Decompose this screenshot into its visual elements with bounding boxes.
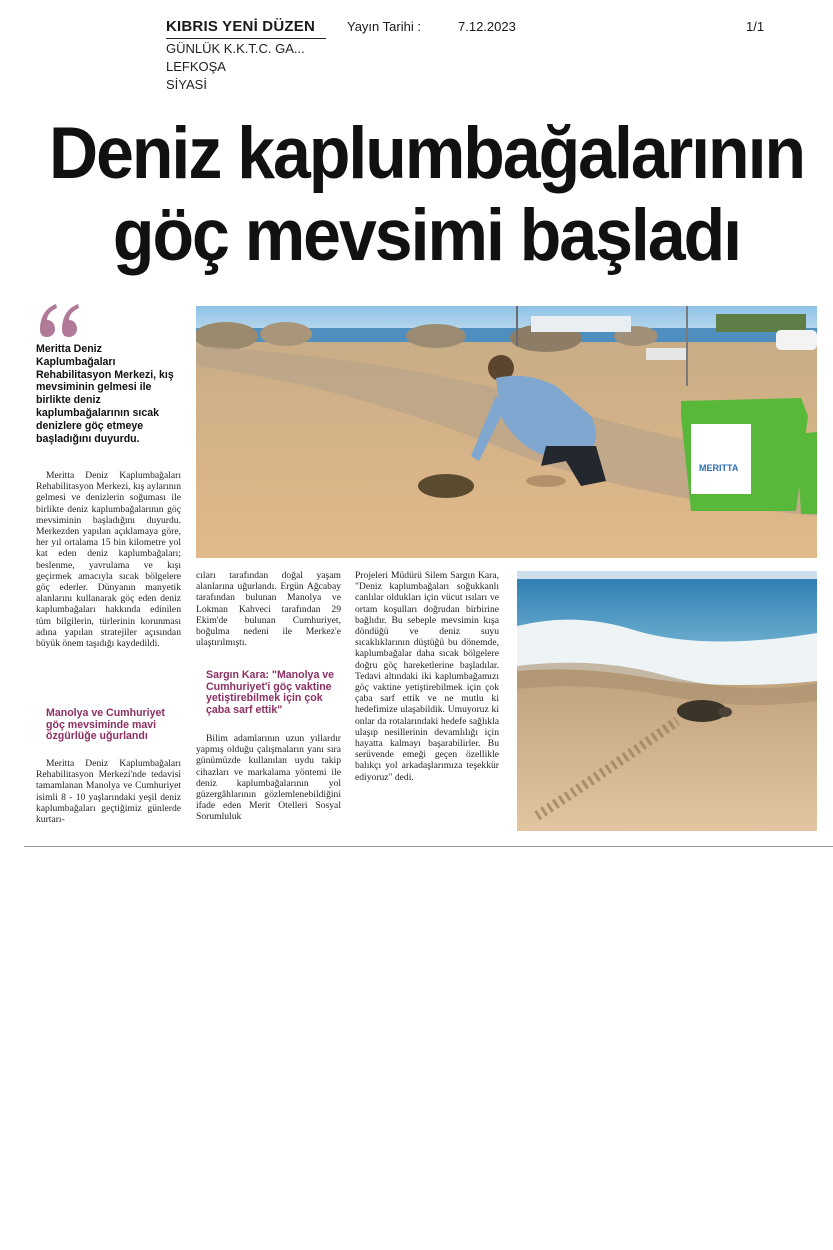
- column-1-paragraph-2: Meritta Deniz Kaplumbağaları Rehabilitasyon Merkezi'nde tedavisi tamamlanan Manolya ve Cumhuriyet isimli 8 - 10 yaşlarındaki yeşil deniz kaplumbağaları geçtiğimiz günlerde kurtarı-: [36, 758, 181, 826]
- man-releasing-turtle-photo-icon: [196, 306, 817, 558]
- column-2-paragraph: cıları tarafından doğal yaşam alanlarına uğurlandı. Ergün Ağcabay tarafından bulunan Manolya ve Lokman Kahveci tarafından 29 Ekim'de bulunan Cumhuriyet, boğulma nedeni ile Merkez'e ulaştırılmıştı.: [196, 570, 341, 649]
- column-2-text: [196, 570, 341, 648]
- publication-meta-line-1: GÜNLÜK K.K.T.C. GA...: [166, 41, 305, 56]
- column-2-text-2: [196, 733, 341, 823]
- article-intro: Meritta Deniz Kaplumbağaları Rehabilitasyon Merkezi, kış mevsiminin gelmesi ile birlikte deniz kaplumbağalarının sıcak denizlere göç etmeye başladığını duyurdu.: [36, 343, 174, 445]
- publication-meta-line-3: SİYASİ: [166, 77, 207, 92]
- publication-meta-line-2: LEFKOŞA: [166, 59, 226, 74]
- column-2-subhead: Sargın Kara: "Manolya ve Cumhuriyet'i göç vaktine yetiştirebilmek için çok çaba sarf ettik": [206, 669, 335, 716]
- page-number: 1/1: [746, 19, 765, 34]
- column-1-paragraph: Meritta Deniz Kaplumbağaları Rehabilitasyon Merkezi, kış aylarının gelmesi ve denizlerin soğuması ile birlikte deniz kaplumbağalarının göç mevsiminin başladığını duyurdu. Merkezden yapılan açıklamaya göre, her yıl ortalama 15 bin kilometre yol kat eden deniz kaplumbağaları; beslenme, yavrulama ve kışı geçirmek amacıyla sıcak bölgelere göç ederler. Dünyanın manyetik alanlarını kullanarak göç eden deniz kaplumbağaları hakkında edinilen tüm bilgilerin, türlerinin korunması adına yapılan stratejiler açısından büyük önem taşıdığı kaydedildi.: [36, 470, 181, 650]
- headline-line-2: göç mevsimi başladı: [112, 194, 741, 277]
- article-headline: [20, 112, 833, 276]
- page-bottom-rule: [24, 846, 833, 847]
- column-3-paragraph: Projeleri Müdürü Silem Sargın Kara, "Deniz kaplumbağaları soğukkanlı canlılar oldukları için vücut ısıları ve ortam koşulları doğrudan birbirine bağlıdır. Bu sebeple mevsimin kışa döndüğü ve deniz suyu sıcaklıklarının düştüğü bu dönemde, kaplumbağalar daha sıcak bölgelere doğru göç hareketlerine başladılar. Tedavi altındaki iki kaplumbağamızı göç vaktine yetiştirebilmek için çok çaba sarf ettik ve ne mutlu ki hedefimize ulaşabildik. Umuyoruz ki onlar da rotalarındaki hedefe sağlıkla ulaşıp nesillerinin devamlılığı için hayatta kalmayı başarabilirler. Bu serüvende emeği geçen özellikle balıkçı yol arkadaşlarımıza teşekkür ediyoruz" dedi.: [355, 570, 499, 783]
- column-1-text: [36, 470, 181, 649]
- column-3-text: [355, 570, 499, 783]
- turtle-on-beach-photo-icon: [517, 571, 817, 831]
- column-2-paragraph-2: Bilim adamlarının uzun yıllardır yapmış olduğu çalışmaların yanı sıra günümüzde kullanılan uydu takip cihazları ve markalama yöntemi ile deniz kaplumbağalarının yol güzergâhlarının gözlemlenebildiğini ifade eden Merit Otelleri Sosyal Sorumluluk: [196, 733, 341, 823]
- main-photo: [196, 306, 817, 558]
- publication-name: KIBRIS YENİ DÜZEN: [166, 18, 315, 35]
- beach-photo: [517, 571, 817, 831]
- publish-date-value: 7.12.2023: [458, 19, 516, 34]
- publish-date-label: Yayın Tarihi :: [347, 19, 421, 34]
- meritta-sign-text: MERITTA: [699, 463, 739, 473]
- quote-mark-icon: [36, 300, 82, 340]
- column-1-subhead: Manolya ve Cumhuriyet göç mevsiminde mavi özgürlüğe uğurlandı: [46, 707, 165, 743]
- headline-line-1: Deniz kaplumbağalarının: [48, 112, 805, 195]
- column-1-text-2: [36, 758, 181, 825]
- publication-underline: [166, 38, 326, 39]
